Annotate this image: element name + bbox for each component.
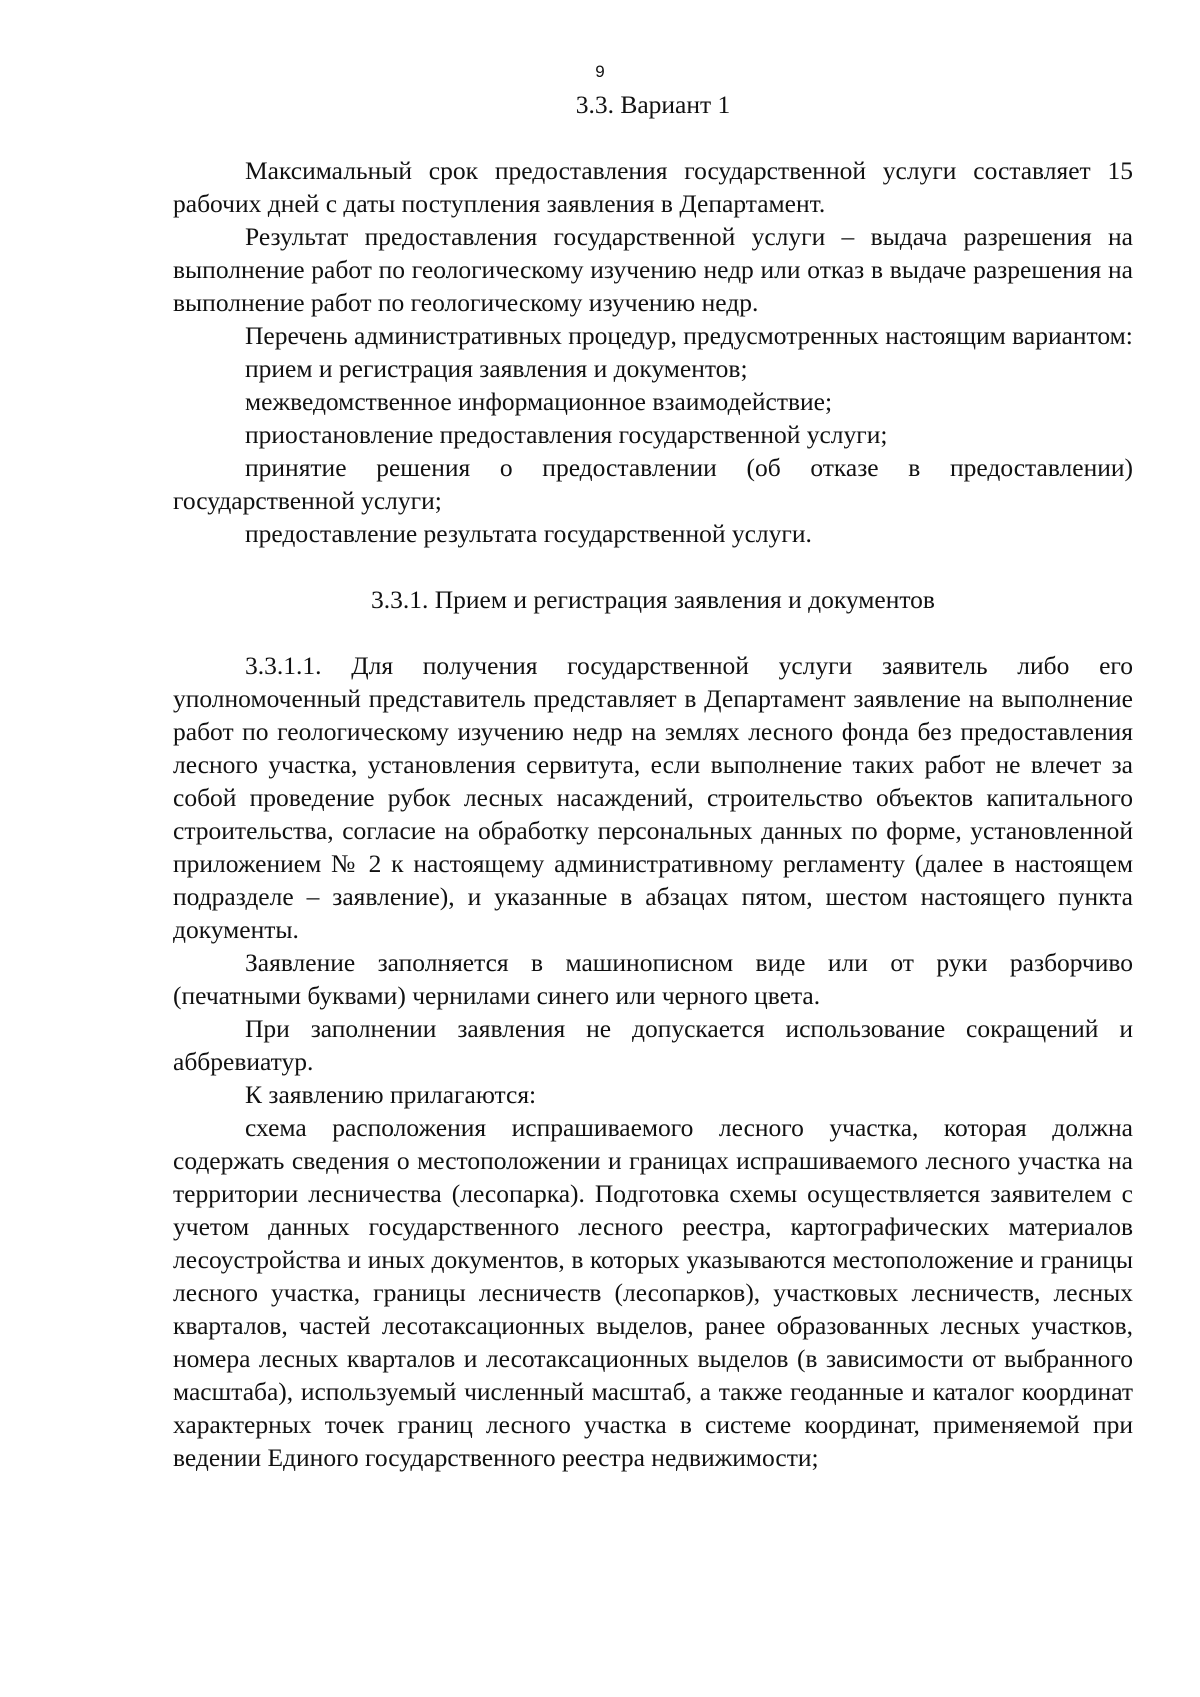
page-number: 9 bbox=[595, 62, 605, 81]
list-item: межведомственное информационное взаимодействие; bbox=[245, 387, 833, 416]
list-item: принятие решения о предоставлении (об отказе в предоставлении) государственной услуги; bbox=[173, 453, 1133, 515]
list-item: приостановление предоставления государственной услуги; bbox=[245, 420, 888, 449]
spacer bbox=[173, 121, 1133, 154]
paragraph: Результат предоставления государственной услуги – выдача разрешения на выполнение работ по геологическому изучению недр или отказ в выдаче разрешения на выполнение работ по геологическому изучению недр. bbox=[173, 222, 1133, 317]
spacer bbox=[173, 550, 1133, 583]
subsection-title: 3.3.1. Прием и регистрация заявления и документов bbox=[371, 585, 935, 614]
paragraph: Перечень административных процедур, предусмотренных настоящим вариантом: bbox=[245, 321, 1133, 350]
document-body bbox=[173, 88, 1133, 1474]
list-item: прием и регистрация заявления и документов; bbox=[245, 354, 748, 383]
paragraph: Заявление заполняется в машинописном виде или от руки разборчиво (печатными буквами) чернилами синего или черного цвета. bbox=[173, 948, 1133, 1010]
paragraph: Максимальный срок предоставления государственной услуги составляет 15 рабочих дней с даты поступления заявления в Департамент. bbox=[173, 156, 1133, 218]
spacer bbox=[173, 616, 1133, 649]
paragraph: К заявлению прилагаются: bbox=[245, 1080, 537, 1109]
paragraph: 3.3.1.1. Для получения государственной услуги заявитель либо его уполномоченный представитель представляет в Департамент заявление на выполнение работ по геологическому изучению недр на землях лесного фонда без предоставления лесного участка, установления сервитута, если выполнение таких работ не влечет за собой проведение рубок лесных насаждений, строительство объектов капитального строительства, согласие на обработку персональных данных по форме, установленной приложением № 2 к настоящему административному регламенту (далее в настоящем подразделе – заявление), и указанные в абзацах пятом, шестом настоящего пункта документы. bbox=[173, 651, 1133, 944]
paragraph: схема расположения испрашиваемого лесного участка, которая должна содержать сведения о местоположении и границах испрашиваемого лесного участка на территории лесничества (лесопарка). Подготовка схемы осуществляется заявителем с учетом данных государственного лесного реестра, картографических материалов лесоустройства и иных документов, в которых указываются местоположение и границы лесного участка, границы лесничеств (лесопарков), участковых лесничеств, лесных кварталов, частей лесотаксационных выделов, ранее образованных лесных участков, номера лесных кварталов и лесотаксационных выделов (в зависимости от выбранного масштаба), используемый численный масштаб, а также геоданные и каталог координат характерных точек границ лесного участка в системе координат, применяемой при ведении Единого государственного реестра недвижимости; bbox=[173, 1113, 1133, 1472]
list-item: предоставление результата государственной услуги. bbox=[245, 519, 812, 548]
paragraph: При заполнении заявления не допускается использование сокращений и аббревиатур. bbox=[173, 1014, 1133, 1076]
section-title: 3.3. Вариант 1 bbox=[575, 90, 731, 119]
